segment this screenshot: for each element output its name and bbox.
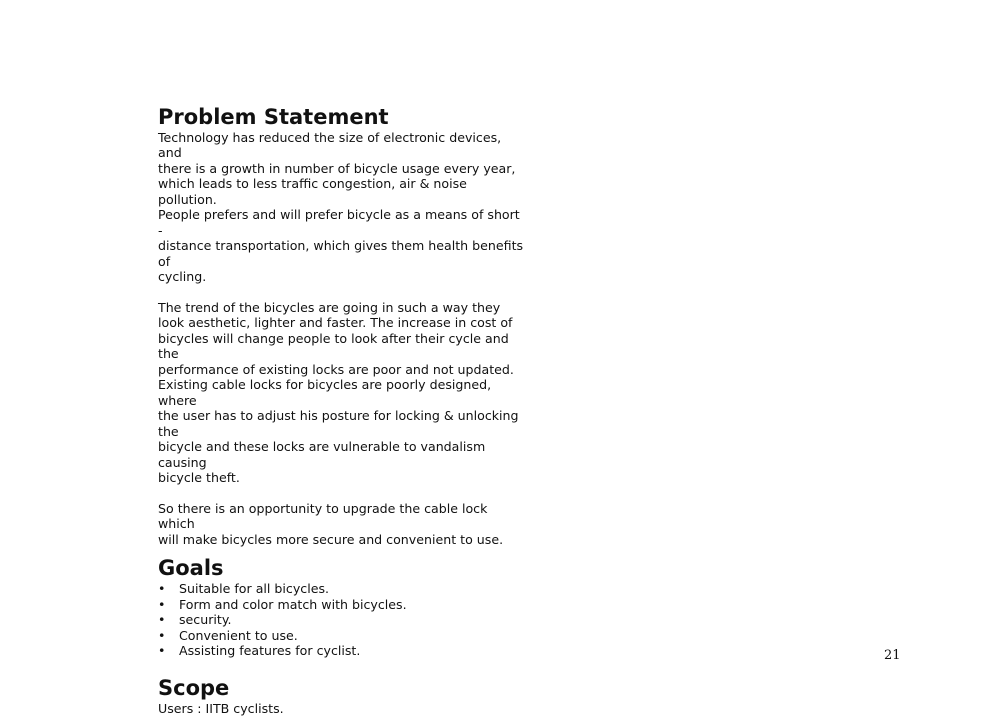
paragraph-gap bbox=[158, 285, 528, 300]
goals-list bbox=[158, 581, 528, 658]
goal-item-text: Form and color match with bicycles. bbox=[179, 596, 407, 612]
goal-item bbox=[158, 597, 528, 612]
bullet-icon: • bbox=[158, 581, 166, 597]
bullet-icon: • bbox=[158, 627, 166, 643]
goal-item bbox=[158, 581, 528, 596]
goal-item bbox=[158, 643, 528, 658]
scope-text: Users : IITB cyclists. bbox=[158, 701, 284, 717]
goal-item bbox=[158, 628, 528, 643]
goals-heading: Goals bbox=[158, 556, 224, 581]
problem-paragraph-2: The trend of the bicycles are going in such a way they look aesthetic, lighter and faster. The increase in cost of bicycles will change people to look after their cycle and the performance of existing locks are poor and not updated. Existing cable locks for bicycles are poorly designed, where the user has to adjust his posture for locking & unlocking the bicycle and these locks are vulnerable to vandalism causing bicycle theft. bbox=[158, 299, 519, 485]
problem-paragraph-3: So there is an opportunity to upgrade the cable lock which will make bicycles more secure and convenient to use. bbox=[158, 500, 504, 547]
bullet-icon: • bbox=[158, 643, 166, 659]
goal-item-text: Suitable for all bicycles. bbox=[179, 581, 330, 597]
goal-item bbox=[158, 612, 528, 627]
scope-heading: Scope bbox=[158, 676, 230, 701]
page-content bbox=[158, 104, 528, 717]
bullet-icon: • bbox=[158, 612, 166, 628]
goal-item-text: Assisting features for cyclist. bbox=[179, 643, 361, 659]
problem-paragraph-1: Technology has reduced the size of electronic devices, and there is a growth in number of bicycle usage every year, which leads to less traffic congestion, air & noise pollution. People prefers and will prefer bicycle as a means of short - distance transportation, which gives them health benefits of cycling. bbox=[158, 130, 524, 285]
bullet-icon: • bbox=[158, 596, 166, 612]
goal-item-text: Convenient to use. bbox=[179, 627, 298, 643]
problem-statement-heading: Problem Statement bbox=[158, 105, 389, 129]
page-number: 21 bbox=[884, 648, 901, 663]
goal-item-text: security. bbox=[179, 612, 232, 628]
paragraph-gap bbox=[158, 485, 528, 500]
